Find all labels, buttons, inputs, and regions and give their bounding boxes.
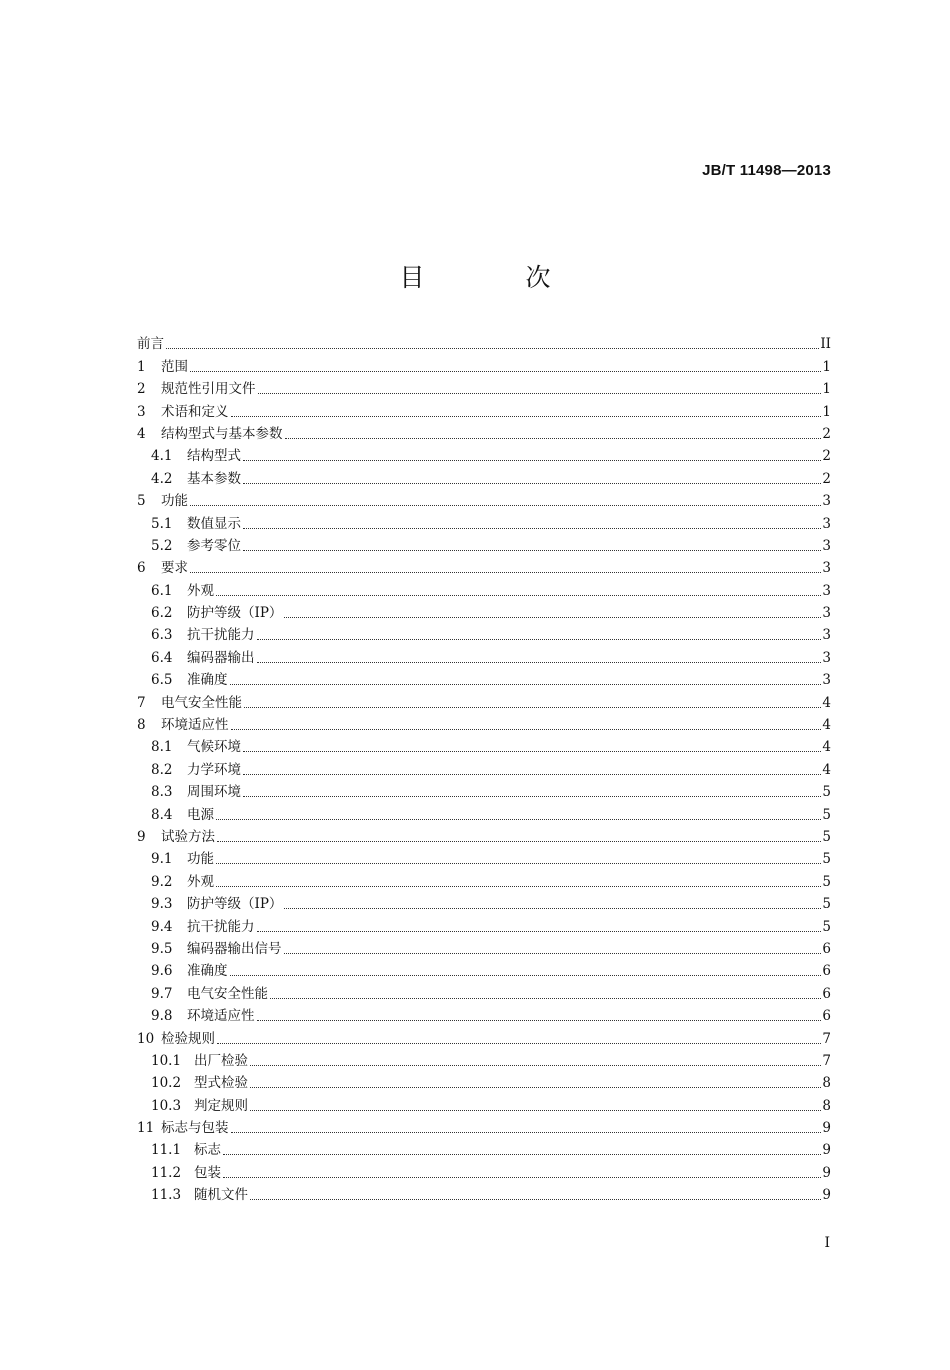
toc-entry[interactable] bbox=[137, 353, 831, 375]
dot-leader bbox=[190, 371, 821, 372]
toc-entry-title: 电气安全性能 bbox=[187, 985, 268, 1002]
toc-entry-page: 6 bbox=[822, 985, 831, 1002]
toc-entry-title: 结构型式 bbox=[187, 448, 241, 465]
toc-entry-number: 9.5 bbox=[151, 940, 173, 957]
toc-entry-page: 6 bbox=[822, 963, 831, 980]
toc-entry-page: 3 bbox=[822, 672, 831, 689]
toc-entry-page: 4 bbox=[822, 739, 831, 756]
dot-leader bbox=[284, 953, 822, 954]
toc-entry-number: 9 bbox=[137, 828, 146, 845]
toc-entry-title: 试验方法 bbox=[161, 828, 215, 845]
toc-entry-title: 编码器输出信号 bbox=[187, 940, 282, 957]
toc-entry[interactable] bbox=[137, 868, 831, 890]
toc-entry-number: 9.4 bbox=[151, 918, 173, 935]
dot-leader bbox=[166, 348, 819, 349]
toc-entry-title: 型式检验 bbox=[194, 1075, 248, 1092]
toc-entry-page: 1 bbox=[822, 381, 831, 398]
dot-leader bbox=[284, 908, 821, 909]
dot-leader bbox=[190, 572, 821, 573]
toc-entry-title: 随机文件 bbox=[194, 1187, 248, 1204]
toc-entry-number: 10.1 bbox=[151, 1052, 182, 1069]
toc-entry-title: 要求 bbox=[161, 560, 188, 577]
toc-entry-page: 5 bbox=[822, 806, 831, 823]
toc-entry-title: 防护等级（IP） bbox=[187, 605, 283, 622]
toc-entry-number: 1 bbox=[137, 358, 146, 375]
toc-entry[interactable] bbox=[137, 756, 831, 778]
dot-leader bbox=[223, 1154, 821, 1155]
toc-entry[interactable] bbox=[137, 1048, 831, 1070]
toc-entry[interactable] bbox=[137, 936, 831, 958]
toc-entry[interactable] bbox=[137, 734, 831, 756]
dot-leader bbox=[243, 483, 821, 484]
toc-entry-number: 8 bbox=[137, 717, 146, 734]
toc-entry-number: 6.5 bbox=[151, 672, 173, 689]
dot-leader bbox=[250, 1110, 821, 1111]
toc-entry-title: 规范性引用文件 bbox=[161, 381, 256, 398]
toc-entry-title: 抗干扰能力 bbox=[187, 918, 255, 935]
toc-entry-title: 环境适应性 bbox=[187, 1008, 255, 1025]
toc-entry[interactable] bbox=[137, 958, 831, 980]
toc-entry-title: 参考零位 bbox=[187, 537, 241, 554]
toc-entry-page: 8 bbox=[822, 1097, 831, 1114]
toc-entry[interactable] bbox=[137, 577, 831, 599]
toc-entry-page: 5 bbox=[822, 873, 831, 890]
dot-leader bbox=[230, 975, 822, 976]
toc-entry[interactable] bbox=[137, 510, 831, 532]
toc-entry-page: 5 bbox=[822, 828, 831, 845]
toc-entry[interactable] bbox=[137, 622, 831, 644]
toc-entry-page: 4 bbox=[822, 694, 831, 711]
toc-entry[interactable] bbox=[137, 398, 831, 420]
toc-entry-page: 2 bbox=[822, 470, 831, 487]
toc-entry-page: 7 bbox=[822, 1030, 831, 1047]
toc-entry-page: 1 bbox=[822, 358, 831, 375]
toc-entry-title: 基本参数 bbox=[187, 470, 241, 487]
toc-entry-title: 环境适应性 bbox=[161, 717, 229, 734]
toc-entry-title: 包装 bbox=[194, 1164, 221, 1181]
toc-entry[interactable] bbox=[137, 980, 831, 1002]
table-of-contents bbox=[137, 331, 831, 1204]
toc-entry-page: 3 bbox=[822, 493, 831, 510]
toc-entry-page: 3 bbox=[822, 627, 831, 644]
toc-entry[interactable] bbox=[137, 689, 831, 711]
toc-entry-number: 4 bbox=[137, 425, 146, 442]
toc-entry-page: 5 bbox=[822, 896, 831, 913]
toc-entry-number: 9.8 bbox=[151, 1008, 173, 1025]
toc-entry-title: 前言 bbox=[137, 336, 164, 353]
toc-entry-number: 6 bbox=[137, 560, 146, 577]
toc-entry-title: 外观 bbox=[187, 582, 214, 599]
toc-entry[interactable] bbox=[137, 712, 831, 734]
toc-entry-page: 8 bbox=[822, 1075, 831, 1092]
toc-entry-title: 气候环境 bbox=[187, 739, 241, 756]
dot-leader bbox=[258, 393, 822, 394]
toc-entry-number: 9.7 bbox=[151, 985, 173, 1002]
dot-leader bbox=[216, 595, 821, 596]
toc-entry-title: 结构型式与基本参数 bbox=[161, 425, 283, 442]
toc-entry-page: 3 bbox=[822, 582, 831, 599]
page-number: I bbox=[824, 1235, 830, 1251]
toc-entry-title: 外观 bbox=[187, 873, 214, 890]
toc-entry-title: 抗干扰能力 bbox=[187, 627, 255, 644]
toc-entry-number: 8.3 bbox=[151, 784, 173, 801]
toc-entry-page: 2 bbox=[822, 425, 831, 442]
toc-entry-title: 准确度 bbox=[187, 672, 228, 689]
toc-entry-number: 5 bbox=[137, 493, 146, 510]
dot-leader bbox=[243, 550, 821, 551]
dot-leader bbox=[243, 460, 821, 461]
toc-entry[interactable] bbox=[137, 1092, 831, 1114]
dot-leader bbox=[257, 662, 822, 663]
toc-entry-number: 11 bbox=[137, 1120, 155, 1137]
toc-entry-page: 5 bbox=[822, 851, 831, 868]
toc-entry-page: 2 bbox=[822, 448, 831, 465]
toc-entry-number: 9.3 bbox=[151, 896, 173, 913]
toc-entry[interactable] bbox=[137, 1137, 831, 1159]
toc-entry-title: 数值显示 bbox=[187, 515, 241, 532]
toc-entry-number: 2 bbox=[137, 381, 146, 398]
toc-entry-page: 5 bbox=[822, 918, 831, 935]
toc-entry-title: 电气安全性能 bbox=[161, 694, 242, 711]
toc-entry[interactable] bbox=[137, 331, 831, 353]
toc-entry-page: 1 bbox=[822, 403, 831, 420]
toc-entry-number: 10.3 bbox=[151, 1097, 182, 1114]
dot-leader bbox=[250, 1065, 821, 1066]
toc-entry-page: 9 bbox=[822, 1142, 831, 1159]
toc-entry-page: 3 bbox=[822, 537, 831, 554]
toc-entry-number: 6.1 bbox=[151, 582, 173, 599]
toc-entry-number: 3 bbox=[137, 403, 146, 420]
toc-entry-page: 9 bbox=[822, 1164, 831, 1181]
toc-entry-number: 8.4 bbox=[151, 806, 173, 823]
dot-leader bbox=[231, 1132, 822, 1133]
dot-leader bbox=[216, 863, 821, 864]
toc-entry[interactable] bbox=[137, 667, 831, 689]
toc-entry[interactable] bbox=[137, 846, 831, 868]
toc-entry-number: 10 bbox=[137, 1030, 155, 1047]
dot-leader bbox=[231, 729, 822, 730]
dot-leader bbox=[217, 841, 821, 842]
toc-entry-page: 7 bbox=[822, 1052, 831, 1069]
toc-entry-number: 8.1 bbox=[151, 739, 173, 756]
toc-entry-page: 9 bbox=[822, 1187, 831, 1204]
toc-entry-title: 准确度 bbox=[187, 963, 228, 980]
toc-entry-title: 范围 bbox=[161, 358, 188, 375]
toc-entry-number: 7 bbox=[137, 694, 146, 711]
toc-entry-page: 3 bbox=[822, 649, 831, 666]
toc-entry-title: 力学环境 bbox=[187, 761, 241, 778]
dot-leader bbox=[230, 684, 822, 685]
toc-entry[interactable] bbox=[137, 1070, 831, 1092]
toc-entry-page: 6 bbox=[822, 1008, 831, 1025]
toc-entry-page: 9 bbox=[822, 1120, 831, 1137]
toc-entry[interactable] bbox=[137, 443, 831, 465]
toc-entry-number: 10.2 bbox=[151, 1075, 182, 1092]
toc-entry[interactable] bbox=[137, 1003, 831, 1025]
toc-entry[interactable] bbox=[137, 913, 831, 935]
toc-entry-number: 5.2 bbox=[151, 537, 173, 554]
toc-entry[interactable] bbox=[137, 555, 831, 577]
toc-entry-page: 3 bbox=[822, 605, 831, 622]
toc-entry-number: 9.2 bbox=[151, 873, 173, 890]
toc-entry-title: 术语和定义 bbox=[161, 403, 229, 420]
toc-entry-page: 4 bbox=[822, 717, 831, 734]
dot-leader bbox=[243, 796, 821, 797]
toc-entry-title: 功能 bbox=[187, 851, 214, 868]
dot-leader bbox=[270, 998, 821, 999]
toc-entry-title: 出厂检验 bbox=[194, 1052, 248, 1069]
dot-leader bbox=[216, 819, 821, 820]
toc-entry[interactable] bbox=[137, 376, 831, 398]
toc-entry-number: 11.3 bbox=[151, 1187, 182, 1204]
toc-entry-title: 判定规则 bbox=[194, 1097, 248, 1114]
dot-leader bbox=[285, 438, 822, 439]
toc-entry-page: II bbox=[820, 336, 831, 353]
toc-entry[interactable] bbox=[137, 824, 831, 846]
toc-entry-title: 标志与包装 bbox=[161, 1120, 229, 1137]
toc-entry-title: 检验规则 bbox=[161, 1030, 215, 1047]
toc-entry-page: 6 bbox=[822, 940, 831, 957]
dot-leader bbox=[217, 1043, 821, 1044]
toc-entry-title: 标志 bbox=[194, 1142, 221, 1159]
toc-entry-number: 6.4 bbox=[151, 649, 173, 666]
toc-entry[interactable] bbox=[137, 488, 831, 510]
toc-entry-number: 5.1 bbox=[151, 515, 173, 532]
dot-leader bbox=[257, 931, 822, 932]
toc-entry[interactable] bbox=[137, 600, 831, 622]
dot-leader bbox=[243, 528, 821, 529]
standard-code: JB/T 11498—2013 bbox=[702, 162, 831, 179]
toc-entry-number: 4.2 bbox=[151, 470, 173, 487]
toc-entry[interactable] bbox=[137, 779, 831, 801]
toc-entry[interactable] bbox=[137, 421, 831, 443]
toc-entry-title: 周围环境 bbox=[187, 784, 241, 801]
toc-entry-number: 11.1 bbox=[151, 1142, 182, 1159]
toc-entry-page: 4 bbox=[822, 761, 831, 778]
dot-leader bbox=[190, 505, 821, 506]
dot-leader bbox=[223, 1177, 821, 1178]
toc-entry[interactable] bbox=[137, 801, 831, 823]
toc-entry[interactable] bbox=[137, 891, 831, 913]
toc-entry-number: 6.2 bbox=[151, 605, 173, 622]
toc-entry[interactable] bbox=[137, 1025, 831, 1047]
toc-entry[interactable] bbox=[137, 1182, 831, 1204]
toc-entry[interactable] bbox=[137, 533, 831, 555]
toc-title: 目 次 bbox=[399, 263, 589, 292]
toc-entry-number: 9.6 bbox=[151, 963, 173, 980]
toc-entry[interactable] bbox=[137, 1159, 831, 1181]
dot-leader bbox=[284, 617, 821, 618]
toc-entry-number: 6.3 bbox=[151, 627, 173, 644]
dot-leader bbox=[231, 416, 822, 417]
toc-entry-page: 5 bbox=[822, 784, 831, 801]
dot-leader bbox=[216, 886, 821, 887]
dot-leader bbox=[244, 707, 821, 708]
toc-entry-number: 8.2 bbox=[151, 761, 173, 778]
toc-entry-title: 编码器输出 bbox=[187, 649, 255, 666]
dot-leader bbox=[257, 639, 822, 640]
toc-entry[interactable] bbox=[137, 465, 831, 487]
toc-entry[interactable] bbox=[137, 1115, 831, 1137]
toc-entry-title: 防护等级（IP） bbox=[187, 896, 283, 913]
toc-entry-page: 3 bbox=[822, 560, 831, 577]
dot-leader bbox=[250, 1087, 821, 1088]
dot-leader bbox=[243, 751, 821, 752]
dot-leader bbox=[250, 1199, 821, 1200]
toc-entry-number: 9.1 bbox=[151, 851, 173, 868]
toc-entry-title: 电源 bbox=[187, 806, 214, 823]
toc-entry[interactable] bbox=[137, 644, 831, 666]
dot-leader bbox=[243, 774, 821, 775]
dot-leader bbox=[257, 1020, 822, 1021]
toc-entry-number: 4.1 bbox=[151, 448, 173, 465]
toc-entry-number: 11.2 bbox=[151, 1164, 182, 1181]
toc-entry-page: 3 bbox=[822, 515, 831, 532]
toc-entry-title: 功能 bbox=[161, 493, 188, 510]
